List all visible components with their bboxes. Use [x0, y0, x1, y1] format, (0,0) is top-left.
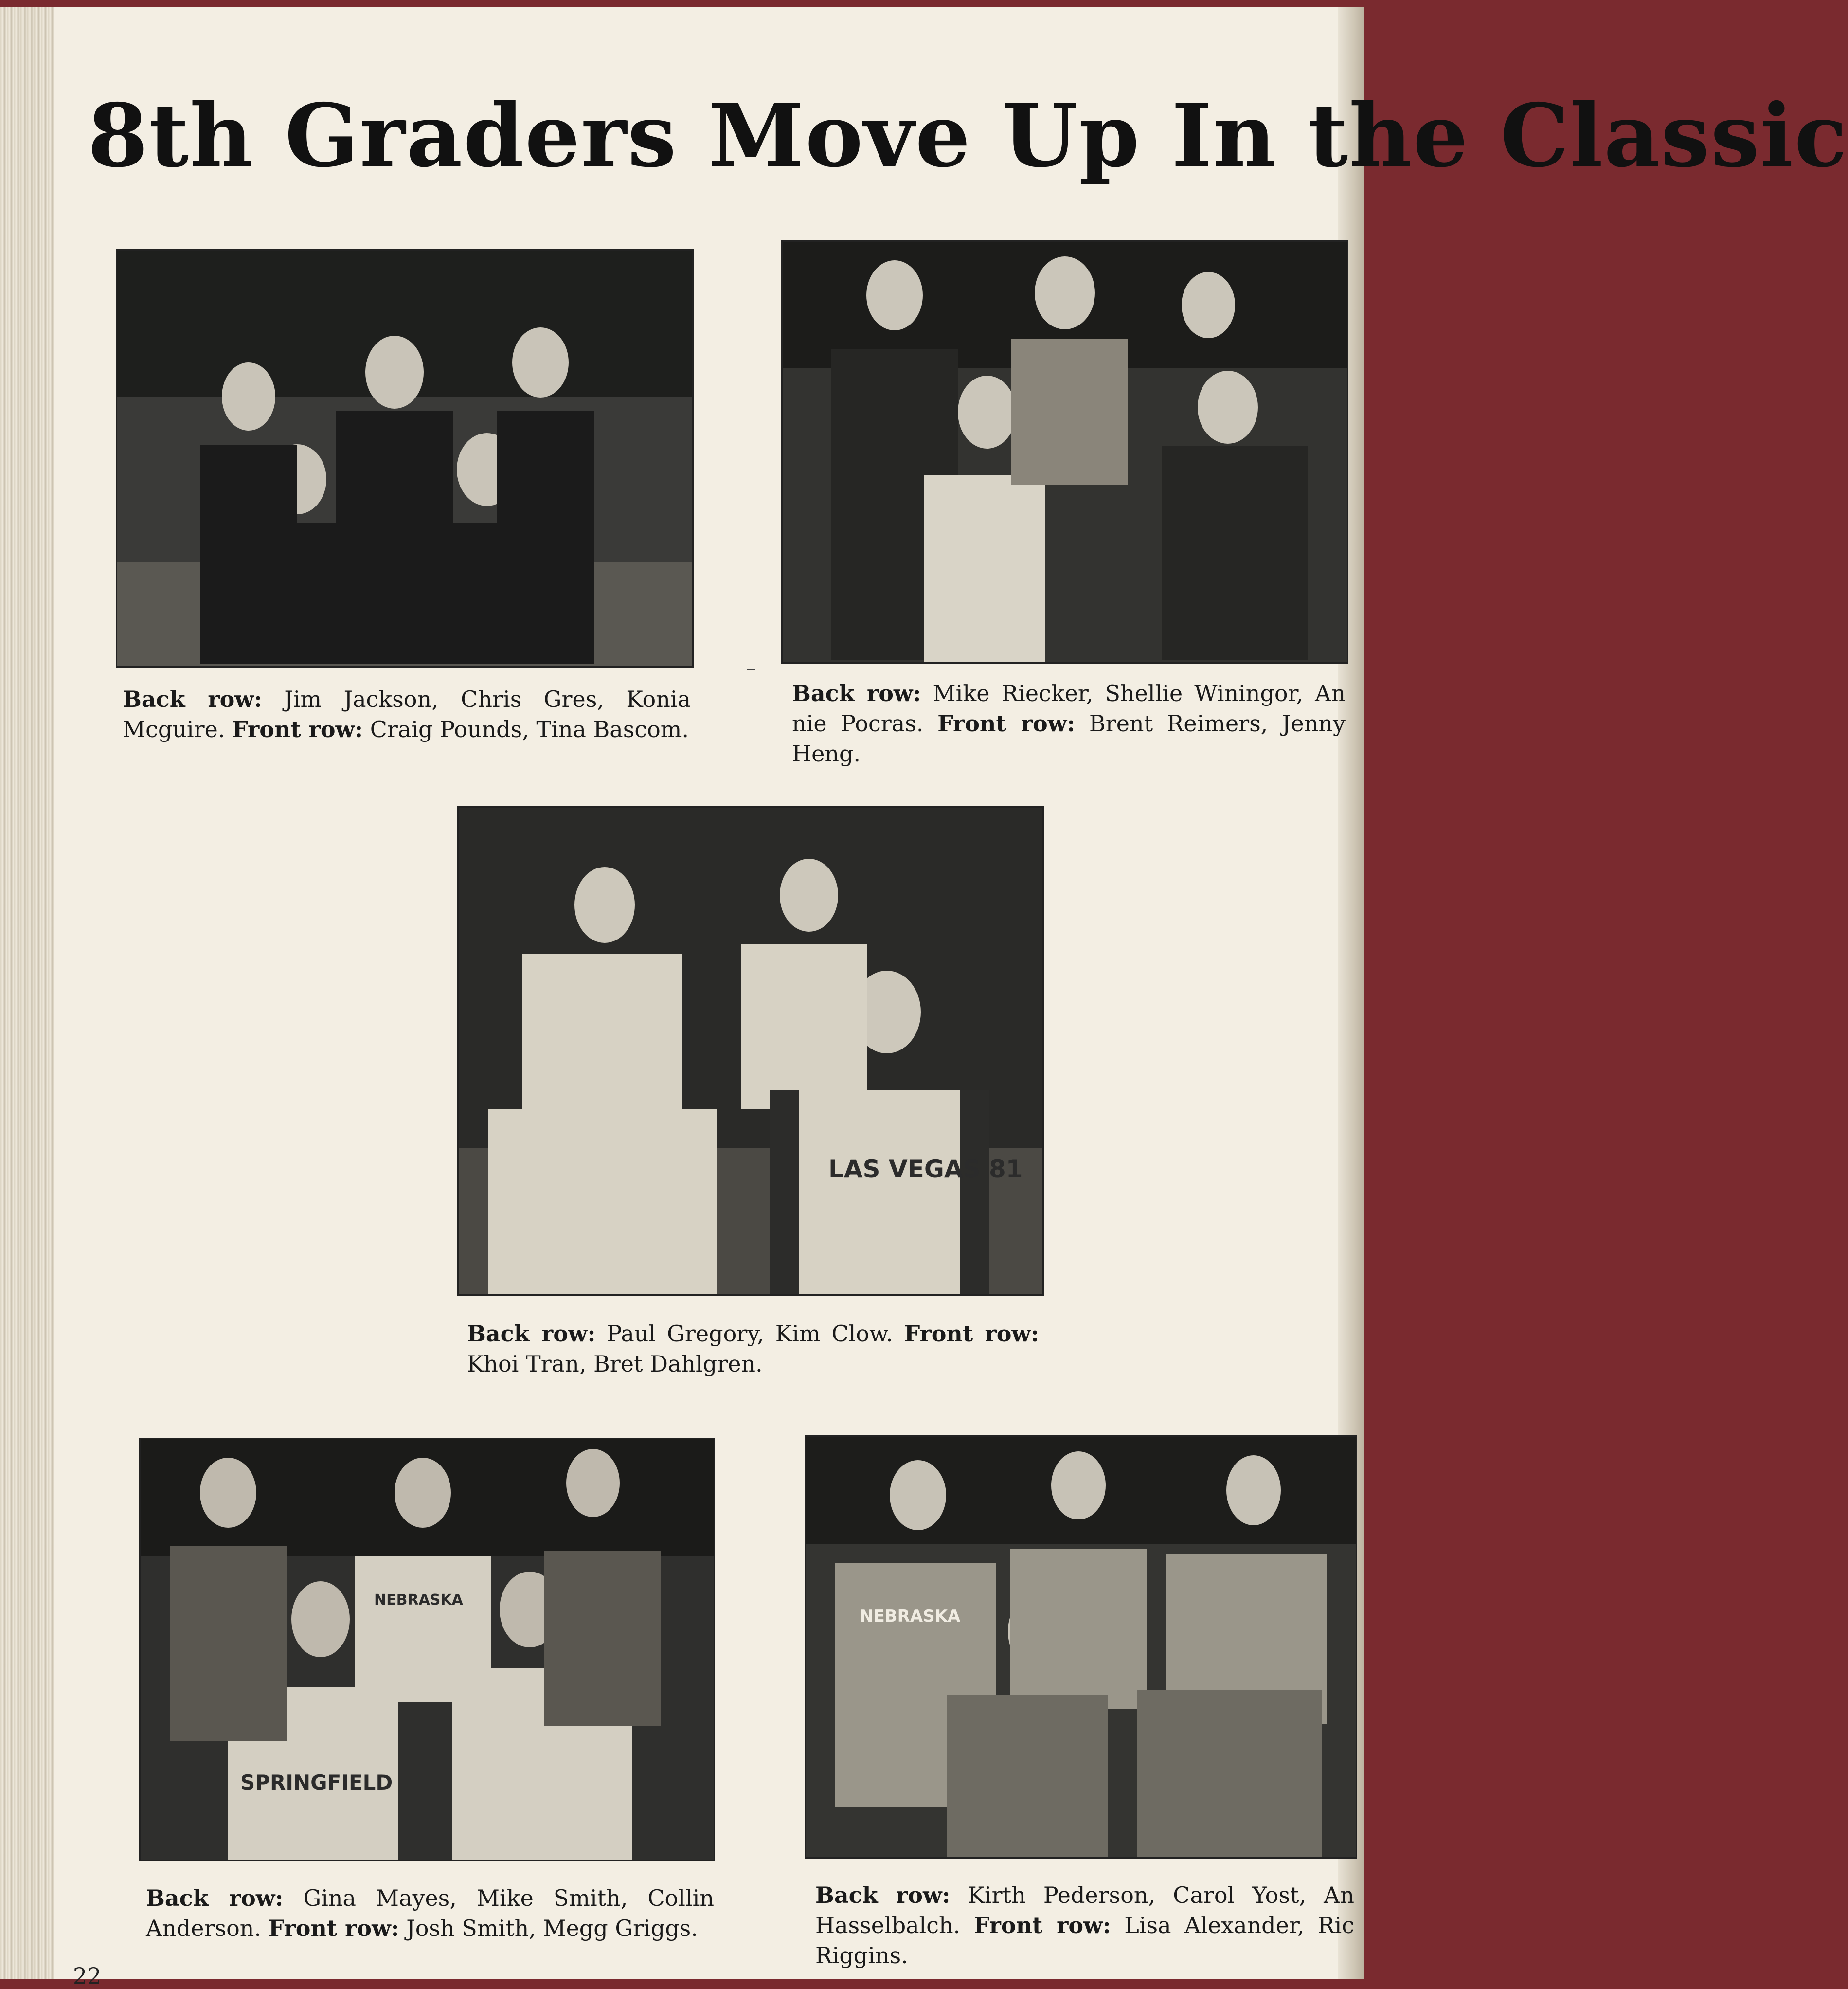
- caption-back-label: Back row:: [815, 1882, 951, 1908]
- caption-front-label: Front row:: [904, 1320, 1040, 1347]
- caption-back-names: Mike Riecker, Shellie Winingor, An nie Pocras.: [792, 680, 1346, 737]
- caption-back-names: Kirth Pederson, Carol Yost, An Hasselbalch.: [815, 1882, 1354, 1938]
- shirt-text: LAS VEGAS 81: [828, 1155, 1023, 1183]
- caption-front-names: Craig Pounds, Tina Bascom.: [363, 716, 689, 742]
- caption-back-names: Gina Mayes, Mike Smith, Collin Anderson.: [146, 1885, 714, 1941]
- caption-back-label: Back row:: [146, 1885, 284, 1911]
- group-photo-2: [781, 240, 1348, 664]
- group-photo-3: [457, 806, 1044, 1296]
- photo-3-caption: [467, 1319, 1039, 1387]
- caption-back-label: Back row:: [123, 686, 262, 712]
- shirt-text: NEBRASKA: [860, 1607, 961, 1626]
- photo-4-caption: [146, 1883, 714, 1980]
- caption-front-names: Brent Reimers, Jenny Heng.: [792, 710, 1346, 767]
- caption-front-label: Front row:: [937, 710, 1076, 737]
- caption-front-names: Josh Smith, Megg Griggs.: [399, 1915, 698, 1941]
- shirt-text-nebraska: NEBRASKA: [374, 1591, 463, 1609]
- page-title: 8th Graders Move Up In the Classic: [88, 85, 1848, 186]
- page-number: 22: [73, 1963, 102, 1989]
- caption-back-names: Jim Jackson, Chris Gres, Konia Mcguire.: [123, 686, 691, 742]
- book-spine: [0, 7, 54, 1979]
- caption-back-label: Back row:: [467, 1320, 596, 1347]
- photo-2-caption: [792, 678, 1346, 776]
- group-photo-1: [116, 249, 694, 668]
- caption-front-label: Front row:: [973, 1912, 1111, 1938]
- photo-1-caption: [123, 684, 691, 781]
- caption-back-label: Back row:: [792, 680, 921, 706]
- shirt-text-springfield: SPRINGFIELD: [240, 1771, 393, 1794]
- group-photo-5: [805, 1435, 1357, 1859]
- printer-mark: [747, 669, 755, 670]
- caption-front-label: Front row:: [232, 716, 363, 742]
- caption-front-label: Front row:: [268, 1915, 399, 1941]
- yearbook-page: [0, 7, 1848, 1989]
- group-photo-4: [139, 1438, 715, 1861]
- caption-front-names: Lisa Alexander, Ric Riggins.: [815, 1912, 1355, 1969]
- caption-front-names: Khoi Tran, Bret Dahlgren.: [467, 1351, 763, 1377]
- caption-back-names: Paul Gregory, Kim Clow.: [595, 1320, 904, 1347]
- photo-5-caption: [815, 1880, 1354, 1977]
